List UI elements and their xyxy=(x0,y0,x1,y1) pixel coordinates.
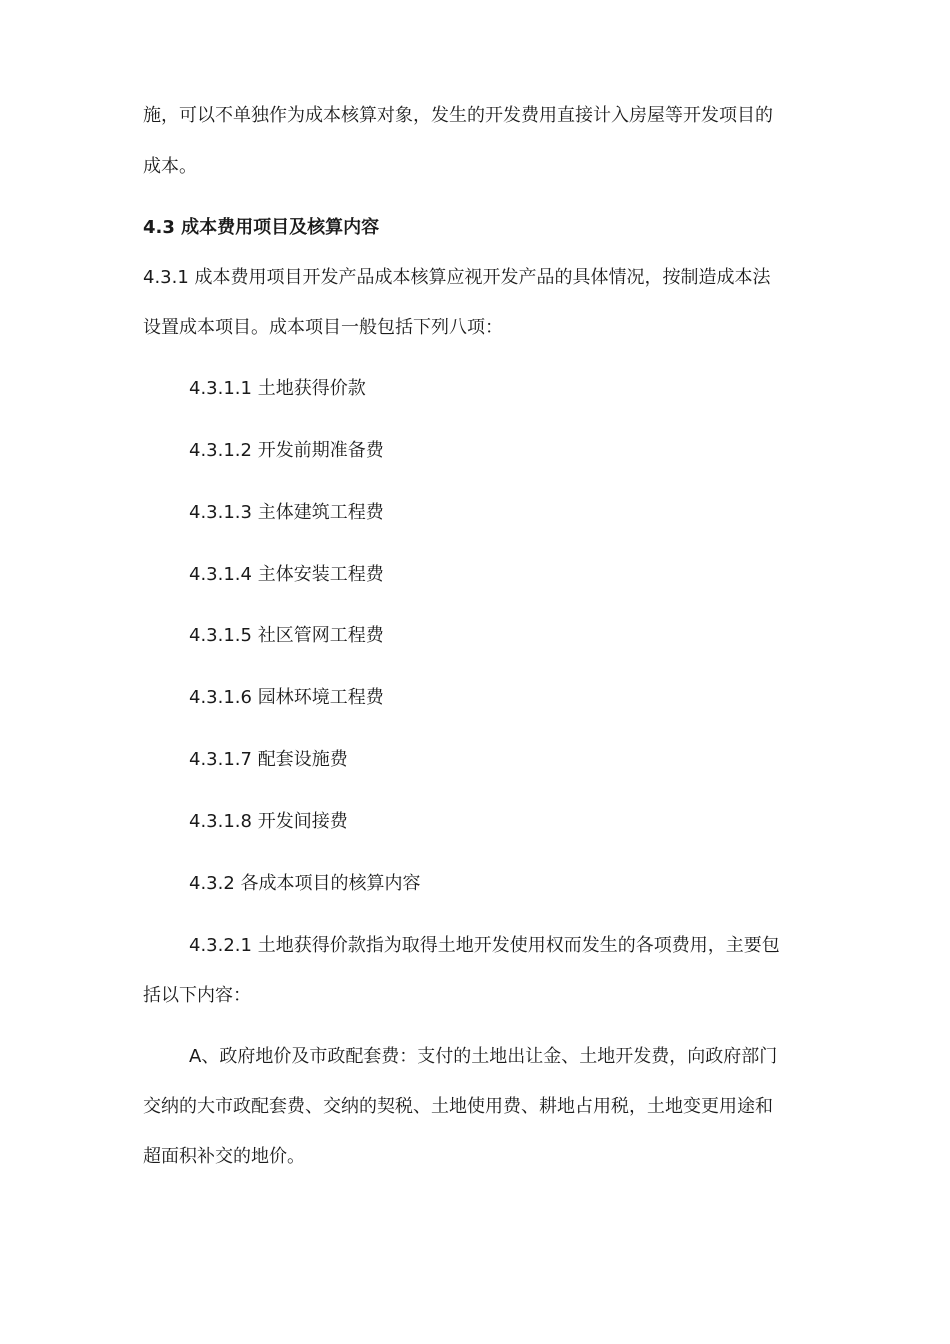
sub-heading-4-3-2: 4.3.2 各成本项目的核算内容 xyxy=(189,873,421,894)
paragraph-4-3-2-1-line-1: 4.3.2.1 土地获得价款指为取得土地开发使用权而发生的各项费用，主要包 xyxy=(189,935,780,956)
cost-item: 4.3.1.5 社区管网工程费 xyxy=(189,625,384,646)
paragraph-a-line-1: A、政府地价及市政配套费：支付的土地出让金、土地开发费，向政府部门 xyxy=(189,1046,778,1067)
cost-item: 4.3.1.1 土地获得价款 xyxy=(189,378,366,399)
intro-paragraph-line-1: 施，可以不单独作为成本核算对象，发生的开发费用直接计入房屋等开发项目的 xyxy=(143,105,773,126)
cost-item: 4.3.1.2 开发前期准备费 xyxy=(189,440,384,461)
cost-item: 4.3.1.8 开发间接费 xyxy=(189,811,348,832)
paragraph-4-3-1-line-1: 4.3.1 成本费用项目开发产品成本核算应视开发产品的具体情况，按制造成本法 xyxy=(143,267,771,288)
intro-paragraph-line-2: 成本。 xyxy=(143,156,197,177)
paragraph-4-3-2-1-line-2: 括以下内容： xyxy=(143,985,251,1006)
paragraph-a-line-2: 交纳的大市政配套费、交纳的契税、土地使用费、耕地占用税，土地变更用途和 xyxy=(143,1096,773,1117)
cost-item: 4.3.1.3 主体建筑工程费 xyxy=(189,502,384,523)
cost-item: 4.3.1.7 配套设施费 xyxy=(189,749,348,770)
section-heading-4-3: 4.3 成本费用项目及核算内容 xyxy=(143,217,380,238)
paragraph-a-line-3: 超面积补交的地价。 xyxy=(143,1146,305,1167)
cost-item: 4.3.1.4 主体安装工程费 xyxy=(189,564,384,585)
cost-item: 4.3.1.6 园林环境工程费 xyxy=(189,687,384,708)
paragraph-4-3-1-line-2: 设置成本项目。成本项目一般包括下列八项： xyxy=(143,317,503,338)
